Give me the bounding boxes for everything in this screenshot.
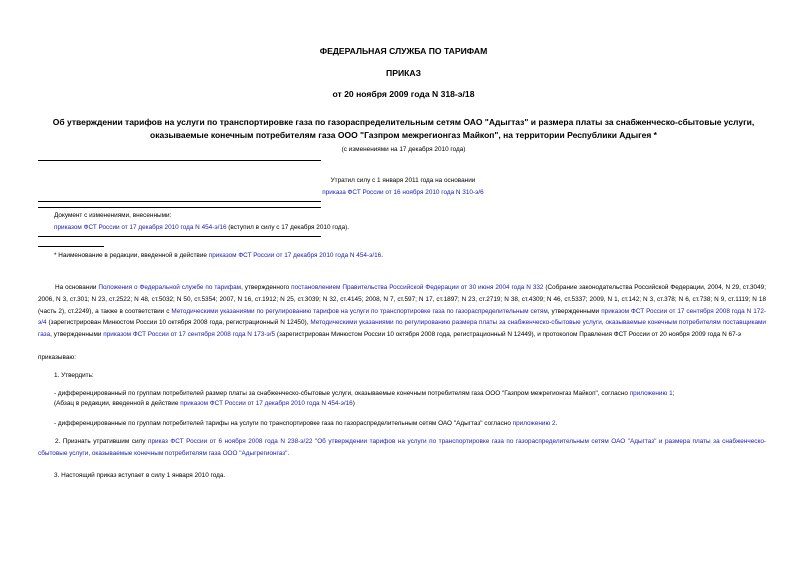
item-1a-note-text: (Абзац в редакции, введенной в действие [54, 400, 181, 407]
gas-transport-guidelines-link[interactable]: Методическими указаниями по регулированию тарифов на услуги по транспортировке газа по газораспределительным сетям [171, 307, 548, 315]
amending-order-link[interactable]: приказом ФСТ России от 17 декабря 2010 года N 454-э/16 [54, 223, 227, 231]
footnote-divider [38, 246, 104, 247]
agency-name: ФЕДЕРАЛЬНАЯ СЛУЖБА ПО ТАРИФАМ [319, 46, 488, 56]
supply-fee-guidelines-link[interactable]: Методическими указаниями по регулированию размера платы за снабженческо-сбытовые услуги, оказываемые конечным потребителям поставщиками газа [38, 319, 766, 339]
item-2 [38, 436, 766, 460]
basis-text: , утвержденного [241, 284, 292, 291]
order-word: приказываю: [38, 354, 76, 361]
basis-text: (зарегистрирован Минюстом России 10 октября 2008 года, регистрационный N 12450), [46, 319, 311, 327]
footnote-text: * Наименование в редакции, введенной в действие [54, 252, 209, 259]
item-1b-end: . [555, 420, 558, 427]
document-title-line2: оказываемые конечным потребителям газа ООО "Газпром межрегионгаз Майкоп", на территории Республики Адыгея * [150, 130, 657, 140]
basis-paragraph [38, 282, 766, 341]
fst-regulation-link[interactable]: Положения о Федеральной службе по тарифам [98, 284, 242, 291]
document-date-number: от 20 ноября 2009 года N 318-э/18 [332, 89, 475, 99]
divider [38, 160, 321, 161]
footnote [54, 250, 754, 262]
amending-document-label: Документ с изменениями, внесенными: [54, 212, 172, 219]
status-block [38, 175, 768, 199]
footnote-end: . [381, 252, 384, 259]
divider [38, 236, 321, 237]
basis-text: , утвержденными [547, 307, 602, 315]
item-2-text: 2. Признать утратившим силу [55, 438, 148, 445]
amendment-note: (с изменениями на 17 декабря 2010 года) [341, 146, 466, 153]
item-1a-text: - дифференцированный по группам потребителей размер платы за снабженческо-сбытовые услуги, оказываемые конечным потребителям газа ООО "Газпром межрегионгаз Майкоп", согласно [54, 390, 630, 397]
item-1a-end: ; [672, 390, 675, 397]
item-1a-note [54, 398, 774, 410]
order-172-link[interactable]: приказом ФСТ России от 17 сентября 2008 года N 172-э/4 [38, 307, 767, 327]
item-2-end: . [287, 449, 290, 457]
item-1b [54, 418, 774, 430]
document-title-line1: Об утверждении тарифов на услуги по транспортировке газа по газораспределительным сетям ОАО "Адыгтаз" и размера платы за снабженческо-сбытовые услуги, [52, 117, 755, 127]
item-1-heading: 1. Утвердить: [54, 372, 94, 379]
document-type: ПРИКАЗ [386, 68, 421, 78]
amending-document-block [54, 210, 754, 234]
item-1a-note-end: ) [352, 400, 355, 407]
item-1b-text: - дифференцированные по группам потребителей тарифы на услуги по транспортировке газа по газораспределительным сетям ОАО "Адыгтаз" согласно [54, 420, 513, 427]
divider [38, 201, 321, 202]
status-text: Утратил силу с 1 января 2011 года на основании [330, 177, 476, 184]
divider [38, 207, 321, 208]
repeal-order-link[interactable]: приказа ФСТ России от 16 ноября 2010 года N 310-э/6 [322, 188, 484, 196]
government-resolution-link[interactable]: постановлением Правительства Российской Федерации от 30 июня 2004 года N 332 [291, 284, 544, 291]
repealed-order-238-link[interactable]: приказ ФСТ России от 6 ноября 2008 года N 238-э/22 "Об утверждении тарифов на услуги по транспортировке газа по газораспределительным сетям ОАО "Адыгтаз" и размера платы за снабженческо-сбытовые услуги, оказываемые конечным потребителям газа ООО "Адыгрегионгаз" [38, 438, 767, 457]
footnote-order-link[interactable]: приказом ФСТ России от 17 декабря 2010 года N 454-э/16 [208, 252, 382, 259]
basis-text: , утвержденными [50, 331, 104, 339]
appendix-1-link[interactable]: приложению 1 [629, 390, 673, 397]
appendix-2-link[interactable]: приложению 2 [512, 420, 556, 427]
basis-text: (зарегистрирован Минюстом России 10 октября 2008 года, регистрационный N 12449), и протоколом Правления ФСТ России от 20 ноября 2009 года N 67-э [275, 331, 742, 339]
order-173-link[interactable]: приказом ФСТ России от 17 сентября 2008 года N 173-э/5 [103, 331, 276, 339]
item-3: 3. Настоящий приказ вступает в силу 1 января 2010 года. [54, 472, 226, 479]
item-1a-note-order-link[interactable]: приказом ФСТ России от 17 декабря 2010 года N 454-э/16 [180, 400, 353, 407]
basis-text: (Собрание законодательства Российской Федерации, 2004, N 29, ст.3049; 2006, N 3, ст.301; N 23, ст.2522; N 48, ст.5032; N 50, ст.5354; 2007, N 16, ст.1912; N 25, ст.3039; N 32, ст.4145; 2008, N 7, ст.597; N 17, ст.1897; N 23, ст.2719; N 38, ст.4309; N 46, ст.5337; 2009, N 1, ст.142; N 3, ст.378; N 6, ст.738; N 9, ст.1119; N 18 (часть 2), ст.2249), а также в соответствии с [38, 284, 766, 315]
amending-order-suffix: (вступил в силу с 17 декабря 2010 года). [226, 223, 350, 231]
basis-text: На основании [55, 284, 99, 291]
